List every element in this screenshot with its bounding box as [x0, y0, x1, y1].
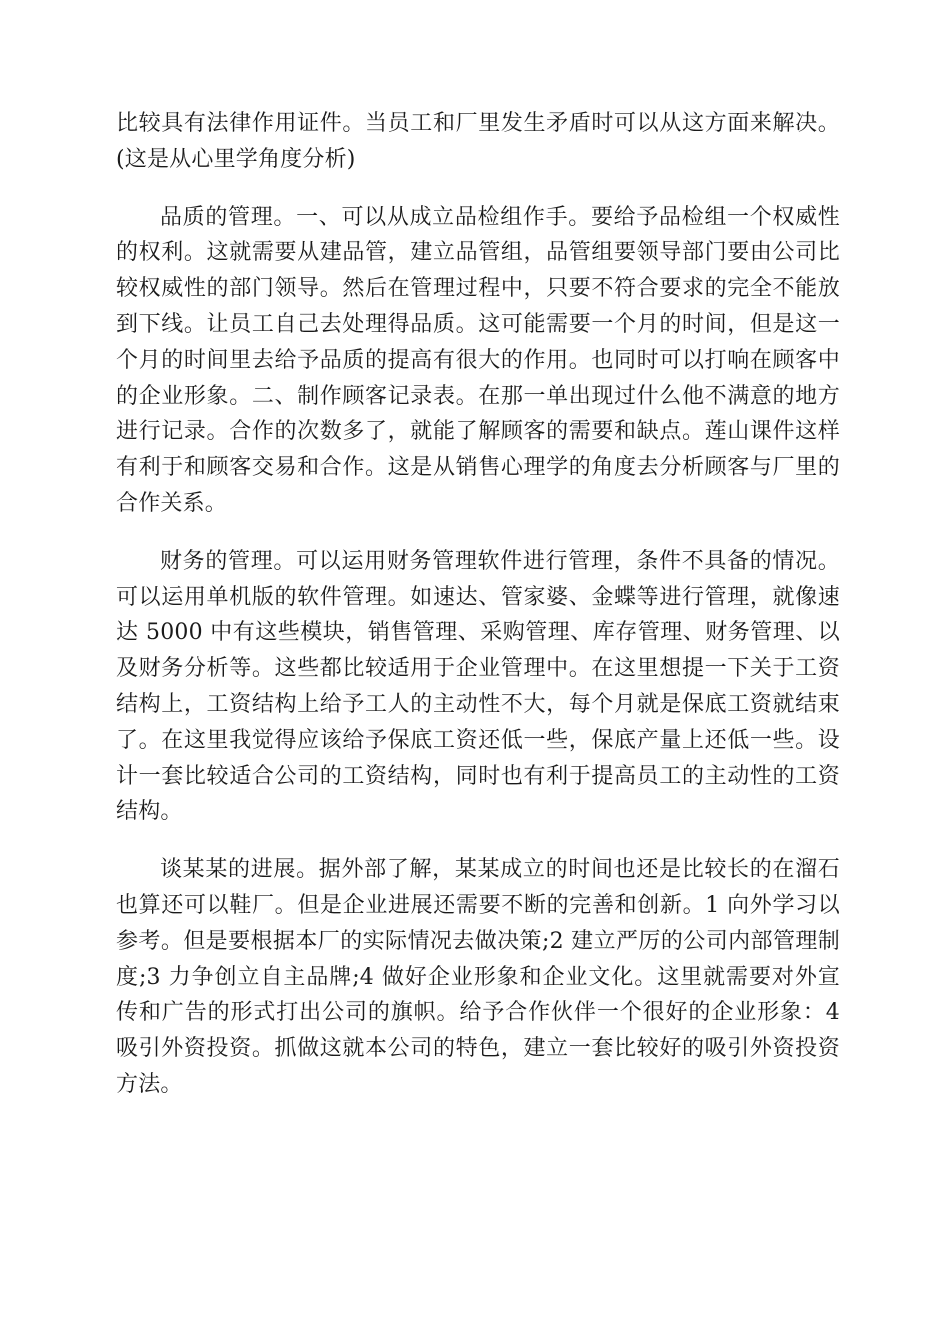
text-line: 较权威性的部门领导。然后在管理过程中，只要不符合要求的完全不能放: [116, 276, 840, 302]
text-line: 有利于和顾客交易和合作。这是从销售心理学的角度去分析顾客与厂里的: [116, 455, 840, 481]
text-line: 也算还可以鞋厂。但是企业进展还需要不断的完善和创新。1 向外学习以: [116, 892, 840, 918]
text-line: 可以运用单机版的软件管理。如速达、管家婆、金蝶等进行管理，就像速: [116, 584, 840, 610]
text-line: 合作关系。: [116, 490, 228, 516]
text-line: 到下线。让员工自己去处理得品质。这可能需要一个月的时间，但是这一: [116, 311, 840, 337]
text-line: 的企业形象。二、制作顾客记录表。在那一单出现过什么他不满意的地方: [116, 383, 840, 409]
text-line: 传和广告的形式打出公司的旗帜。给予合作伙伴一个很好的企业形象：4: [116, 1000, 840, 1026]
text-line: 结构上，工资结构上给予工人的主动性不大，每个月就是保底工资就结束: [116, 691, 840, 717]
text-line: 进行记录。合作的次数多了，就能了解顾客的需要和缺点。莲山课件这样: [116, 419, 840, 445]
text-line: 及财务分析等。这些都比较适用于企业管理中。在这里想提一下关于工资: [116, 656, 840, 682]
text-line: 财务的管理。可以运用财务管理软件进行管理，条件不具备的情况。: [160, 548, 840, 574]
paragraph-company-development: [116, 852, 840, 1103]
text-line: 方法。: [116, 1071, 183, 1097]
text-line: 的权利。这就需要从建品管，建立品管组，品管组要领导部门要由公司比: [116, 240, 840, 266]
paragraph-quality-management: [116, 200, 840, 522]
text-line: 度;3 力争创立自主品牌;4 做好企业形象和企业文化。这里就需要对外宣: [116, 964, 840, 990]
paragraph-legal-documents: [116, 106, 840, 178]
text-line: 计一套比较适合公司的工资结构，同时也有利于提高员工的主动性的工资: [116, 763, 840, 789]
document-body: [116, 106, 840, 1125]
text-line: 达 5000 中有这些模块，销售管理、采购管理、库存管理、财务管理、以: [116, 620, 840, 646]
text-line: 个月的时间里去给予品质的提高有很大的作用。也同时可以打响在顾客中: [116, 347, 840, 373]
text-line: 比较具有法律作用证件。当员工和厂里发生矛盾时可以从这方面来解决。: [116, 111, 840, 136]
text-line: 品质的管理。一、可以从成立品检组作手。要给予品检组一个权威性: [160, 204, 840, 230]
text-line: 结构。: [116, 799, 183, 825]
text-line: (这是从心里学角度分析): [116, 146, 356, 172]
paragraph-financial-management: [116, 544, 840, 830]
text-line: 谈某某的进展。据外部了解，某某成立的时间也还是比较长的在溜石: [160, 857, 840, 883]
text-line: 吸引外资投资。抓做这就本公司的特色，建立一套比较好的吸引外资投资: [116, 1036, 840, 1062]
text-line: 了。在这里我觉得应该给予保底工资还低一些，保底产量上还低一些。设: [116, 727, 840, 753]
text-line: 参考。但是要根据本厂的实际情况去做决策;2 建立严厉的公司内部管理制: [116, 928, 840, 954]
